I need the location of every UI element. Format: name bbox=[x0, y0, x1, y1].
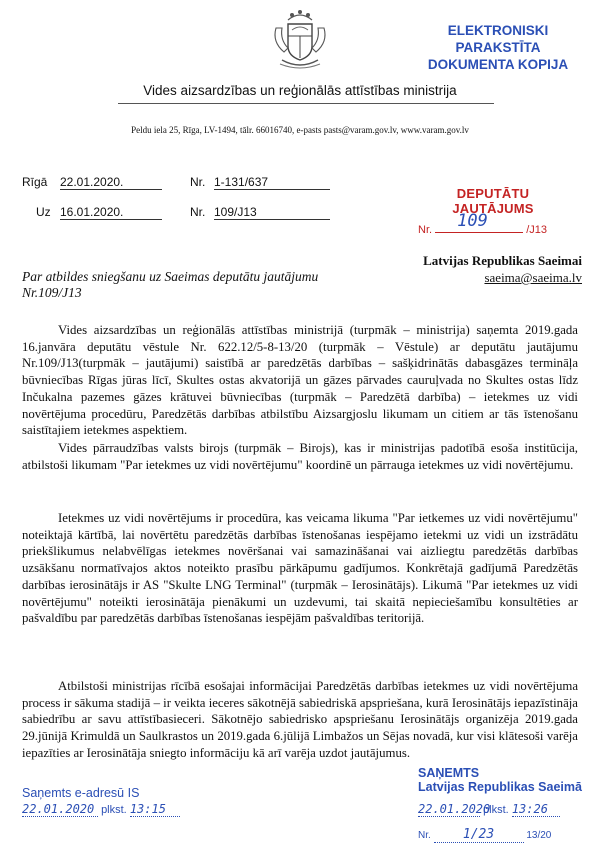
nr-label: Nr. bbox=[190, 175, 206, 189]
deputy-stamp-suffix: /J13 bbox=[526, 224, 547, 236]
uz-nr-label: Nr. bbox=[190, 205, 206, 219]
paragraph-4: Atbilstoši ministrijas rīcībā esošajai informācijai Paredzētās darbības ietekmes uz vidi novērtējuma process ir sākuma stadijā – ir veikta ieceres sākotnējā sabiedriskā apspriešana, kurā Ierosinātājs iepazīstināja sabiedrību ar savu attīstībasieceri. Sākotnējo sabiedrisko apspriešanu Ierosinātājs organizēja 2019.gada 29.jūnijā Krimuldā un Saulkrastos un 2019.gada 6.jūlijā Limbažos un Sējas novadā, kur visi klātesoši varēja iepazīties ar Ierosinātāja sniegto informāciju kā arī varēja uzdot jautājumus. bbox=[22, 679, 578, 760]
deputy-stamp-nr-handwritten: 109 bbox=[457, 211, 488, 231]
email-time-handwritten: 13:15 bbox=[130, 802, 180, 817]
paragraph-3: Ietekmes uz vidi novērtējums ir procedūra, kas veicama likuma "Par ietkemes uz vidi novērtējumu" noteiktajā kārtībā, lai novērtētu paredzētās darbības īstenošanas iespējamo ietekmi uz vidi un izstrādātu priekšlikumus nelabvēlīgas ietekmes novēršanai vai samazināšanai vai aizliegtu paredzētās darbības uzsākšanu normatīvajos aktos noteikto prasību pārkāpumu gadījumos. Konkrētajā gadījumā Paredzētās darbības ierosinātājs ir AS "Skulte LNG Terminal" (turpmāk – Ierosinātājs). Likumā "Par ietekmes uz vidi novērtējumu" noteikti ierosinātāja pienākumi un uzdevumi, tai skaitā nepieciešamību konsultēties ar pašvaldību par paredzētās darbības īstenošanas iespējām pašvaldības teritorijā. bbox=[22, 511, 578, 626]
received-nr-handwritten: 1/23 bbox=[434, 827, 524, 843]
deputy-question-stamp bbox=[418, 186, 568, 240]
e-signature-line1: ELEKTRONISKI PARAKSTĪTA bbox=[447, 23, 549, 55]
e-signature-stamp bbox=[410, 22, 586, 73]
ministry-address: Peldu iela 25, Rīga, LV-1494, tālr. 66016740, e-pasts pasts@varam.gov.lv, www.varam.gov.lv bbox=[131, 125, 469, 135]
uz-number: 109/J13 bbox=[214, 205, 330, 220]
received-nr-suffix: 13/20 bbox=[526, 830, 552, 841]
recipient-name: Latvijas Republikas Saeimai bbox=[423, 253, 582, 268]
uz-date: 16.01.2020. bbox=[60, 205, 162, 220]
uz-label: Uz bbox=[36, 205, 51, 219]
received-stamp-title: SAŅEMTS bbox=[418, 766, 480, 780]
received-plkst-label: plkst. bbox=[483, 804, 509, 816]
received-nr-label: Nr. bbox=[418, 830, 431, 841]
email-date-handwritten: 22.01.2020 bbox=[22, 802, 98, 817]
deputy-stamp-title: DEPUTĀTU JAUTĀJUMS bbox=[452, 186, 534, 216]
doc-date: 22.01.2020. bbox=[60, 175, 162, 190]
coat-of-arms-icon bbox=[268, 6, 332, 72]
recipient-block bbox=[404, 253, 582, 286]
received-stamp-org: Latvijas Republikas Saeimā bbox=[418, 780, 582, 794]
paragraph-2: Vides pārraudzības valsts birojs (turpmāk – Birojs), kas ir ministrijas padotībā esoša institūcija, atbilstoši likumam "Par ietekmes uz vidi novērtējumu" koordinē un pārrauga ietekmes uz vidi novērtējumu. bbox=[22, 441, 578, 472]
recipient-email[interactable]: saeima@saeima.lv bbox=[484, 270, 582, 285]
paragraph-1: Vides aizsardzības un reģionālās attīstības ministrijā (turpmāk – ministrija) saņemta 2019.gada 16.janvāra deputātu vēstule Nr. 622.12/5-8-13/20 (turpmāk – Vēstule) ar deputātu jautājumu Nr.109/J13(turpmāk – jautājumi) saistībā ar paredzētās darbības – sašķidrinātās dabasgāzes termināļa būvniecības Rīgas jūras līcī, Skultes ostas akvatorijā un gāzes pārvades cauruļvada no Skultes ostas līdz Inčukalna pazemes gāzes krātuvei būvniecības (turpmāk – Paredzētā darbība) – ietekmes uz vidi novērtējuma procedūru, Paredzētās darbības atbilstību Aizsargjoslu likumam un citiem ar tās īstenošanu saistītajiem ietekmes aspektiem. bbox=[22, 323, 578, 438]
header-divider bbox=[118, 103, 494, 104]
letter-subject: Par atbildes sniegšanu uz Saeimas deputātu jautājumu Nr.109/J13 bbox=[22, 269, 319, 300]
email-received-stamp bbox=[22, 786, 222, 817]
received-stamp bbox=[418, 766, 586, 843]
deputy-stamp-nr-label: Nr. bbox=[418, 224, 433, 236]
ministry-name: Vides aizsardzības un reģionālās attīstības ministrija bbox=[143, 83, 457, 98]
email-stamp-title: Saņemts e-adresū IS bbox=[22, 786, 140, 800]
place-label: Rīgā bbox=[22, 175, 48, 189]
doc-number: 1-131/637 bbox=[214, 175, 330, 190]
received-time-handwritten: 13:26 bbox=[512, 802, 560, 817]
email-plkst-label: plkst. bbox=[101, 804, 127, 816]
received-date-handwritten: 22.01.2020 bbox=[418, 802, 491, 816]
e-signature-line2: DOKUMENTA KOPIJA bbox=[427, 57, 569, 72]
